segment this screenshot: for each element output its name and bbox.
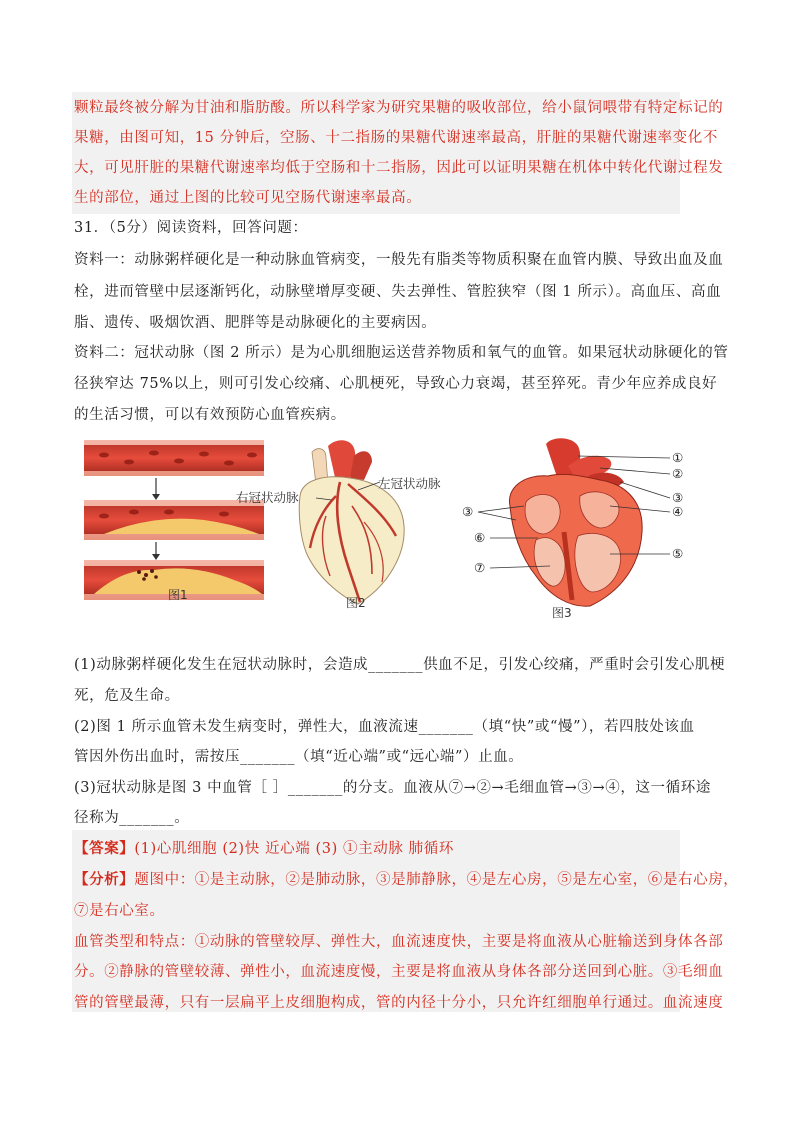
prev-explanation-line: 颗粒最终被分解为甘油和脂肪酸。所以科学家为研究果糖的吸收部位，给小鼠饲喂带有特定标记的 <box>74 100 724 116</box>
prev-explanation-line: 果糖，由图可知，15 分钟后，空肠、十二指肠的果糖代谢速率最高，肝脏的果糖代谢速率变化不 <box>74 130 718 146</box>
analysis-line: 分。②静脉的管壁较薄、弹性小，血流速度慢，主要是将血液从身体各部分送回到心脏。③毛细血 <box>74 964 724 980</box>
figure-1-artery-stages <box>84 440 264 605</box>
sub-question-1-line: (1)动脉粥样硬化发生在冠状动脉时，会造成_______供血不足，引发心绞痛，严重时会引发心肌梗 <box>74 657 726 673</box>
prev-explanation-line: 生的部位，通过上图的比较可见空肠代谢速率最高。 <box>74 190 422 206</box>
label-3-pulmonary-vein-left: ③ <box>462 504 474 519</box>
figure-2-caption: 图2 <box>346 596 366 610</box>
analysis-label: 【分析】 <box>74 871 135 888</box>
sub-question-1-line: 死，危及生命。 <box>74 688 180 704</box>
analysis-line: ⑦是右心室。 <box>74 903 165 919</box>
label-1-aorta: ① <box>672 450 684 465</box>
material-two-line: 资料二：冠状动脉（图 2 所示）是为心肌细胞运送营养物质和氧气的血管。如果冠状动脉硬化的管 <box>74 345 729 361</box>
figure-2-coronary-arteries <box>240 436 445 611</box>
label-5-left-ventricle: ⑤ <box>672 546 684 561</box>
material-one-line: 栓，进而管壁中层逐渐钙化，动脉壁增厚变硬、失去弹性、管腔狭窄（图 1 所示）。高血压、高血 <box>74 284 722 300</box>
healthy-artery <box>84 440 264 476</box>
label-6-right-atrium: ⑥ <box>474 530 486 545</box>
label-7-right-ventricle: ⑦ <box>474 560 486 575</box>
question-header: 31．（5分）阅读资料，回答问题： <box>74 220 308 236</box>
early-plaque-artery <box>84 500 264 540</box>
analysis-text: 题图中：①是主动脉，②是肺动脉，③是肺静脉，④是左心房，⑤是左心室，⑥是右心房， <box>134 872 739 888</box>
material-two-line: 径狭窄达 75%以上，则可引发心绞痛、心肌梗死，导致心力衰竭，甚至猝死。青少年应养成良好 <box>74 376 718 392</box>
prev-explanation-line: 大，可见肝脏的果糖代谢速率均低于空肠和十二指肠，因此可以证明果糖在机体中转化代谢过程发 <box>74 160 724 176</box>
analysis-line: 血管类型和特点：①动脉的管壁较厚、弹性大，血流速度快，主要是将血液从心脏输送到身体各部 <box>74 934 724 950</box>
material-two-line: 的生活习惯，可以有效预防心血管疾病。 <box>74 407 346 423</box>
answer-line <box>74 839 454 859</box>
figure-3-caption: 图3 <box>552 606 572 620</box>
answer-label: 【答案】 <box>74 840 135 857</box>
label-3-pulmonary-vein-right: ③ <box>672 490 684 505</box>
material-one-line: 脂、遗传、吸烟饮酒、肥胖等是动脉硬化的主要病因。 <box>74 315 437 331</box>
material-one-line: 资料一：动脉粥样硬化是一种动脉血管病变，一般先有脂类等物质积聚在血管内膜、导致出血及血 <box>74 252 724 268</box>
label-4-left-atrium: ④ <box>672 504 684 519</box>
label-2-pulmonary-artery: ② <box>672 466 684 481</box>
sub-question-2-line: 管因外伤出血时，需按压_______（填“近心端”或“远心端”）止血。 <box>74 749 524 765</box>
left-coronary-label: 左冠状动脉 <box>378 476 441 491</box>
analysis-line <box>74 870 738 890</box>
sub-question-3-line: (3)冠状动脉是图 3 中血管［ ］_______的分支。血液从⑦→②→毛细血管→③→④，这一循环途 <box>74 780 711 796</box>
sub-question-3-line: 径称为_______。 <box>74 810 190 826</box>
analysis-line: 管的管壁最薄，只有一层扁平上皮细胞构成，管的内径十分小，只允许红细胞单行通过。血流速度 <box>74 995 724 1011</box>
figure-1-caption: 图1 <box>168 588 188 602</box>
figure-3-heart-section <box>460 436 700 616</box>
answer-text: (1)心肌细胞 (2)快 近心端 (3) ①主动脉 肺循环 <box>134 841 454 857</box>
sub-question-2-line: (2)图 1 所示血管未发生病变时，弹性大，血液流速_______（填“快”或“慢”），若四肢处该血 <box>74 719 695 735</box>
right-coronary-label: 右冠状动脉 <box>236 490 299 505</box>
